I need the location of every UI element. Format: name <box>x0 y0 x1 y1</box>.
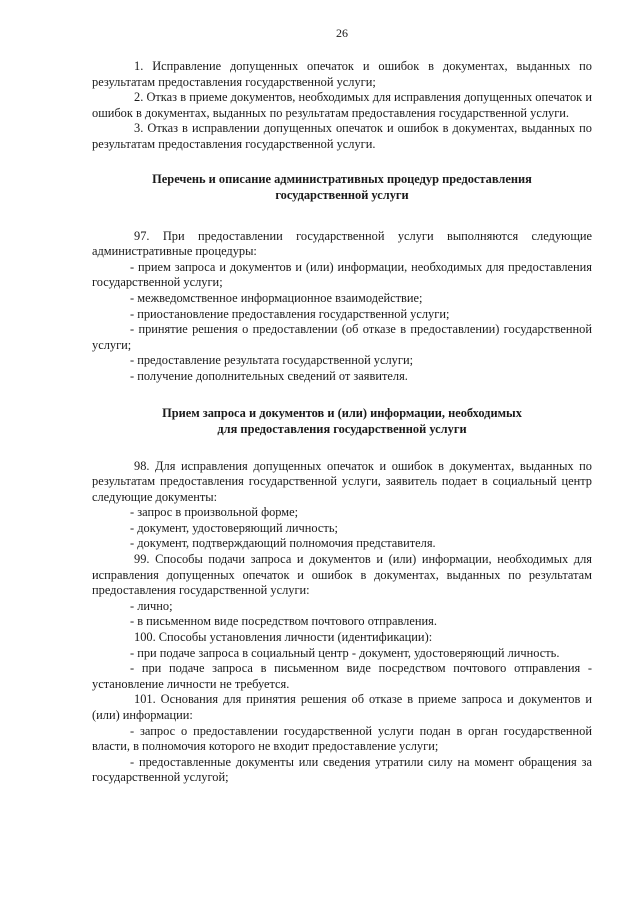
list-item: - запрос о предоставлении государственной услуги подан в орган государственной власти, в полномочия которого не входит предоставление услуги; <box>92 723 592 754</box>
paragraph-99: 99. Способы подачи запроса и документов и (или) информации, необходимых для исправления допущенных опечаток и ошибок в документах, выданных по результатам предоставления государственной услуги: <box>92 552 592 598</box>
list-item: - предоставление результата государственной услуги; <box>130 353 414 368</box>
list-item: - приостановление предоставления государственной услуги; <box>130 306 450 321</box>
list-item: 2. Отказ в приеме документов, необходимых для исправления допущенных опечаток и ошибок в документах, выданных по результатам предоставления государственной услуги. <box>92 90 592 120</box>
list-item: - межведомственное информационное взаимодействие; <box>130 290 423 305</box>
paragraph-100: 100. Способы установления личности (идентификации): <box>134 630 433 645</box>
list-item: - документ, удостоверяющий личность; <box>130 520 338 535</box>
list-item: 3. Отказ в исправлении допущенных опечаток и ошибок в документах, выданных по результатам предоставления государственной услуги. <box>92 121 592 151</box>
heading-line: для предоставления государственной услуги <box>217 421 467 436</box>
paragraph-101: 101. Основания для принятия решения об отказе в приеме запроса и документов и (или) информации: <box>92 692 592 722</box>
section-heading <box>92 405 592 437</box>
section-heading <box>92 171 592 203</box>
list-item: - в письменном виде посредством почтового отправления. <box>130 614 437 629</box>
heading-line: Прием запроса и документов и (или) информации, необходимых <box>162 405 522 420</box>
list-item: - запрос в произвольной форме; <box>130 505 299 520</box>
list-item: - предоставленные документы или сведения утратили силу на момент обращения за государственной услугой; <box>92 754 592 785</box>
list-item: - прием запроса и документов и (или) информации, необходимых для предоставления государственной услуги; <box>92 259 592 290</box>
list-item: 1. Исправление допущенных опечаток и ошибок в документах, выданных по результатам предоставления государственной услуги; <box>92 59 592 89</box>
heading-line: государственной услуги <box>275 187 409 202</box>
page-number: 26 <box>336 26 348 40</box>
list-item: - получение дополнительных сведений от заявителя. <box>130 368 408 383</box>
heading-line: Перечень и описание административных процедур предоставления <box>152 171 532 186</box>
list-item: - принятие решения о предоставлении (об отказе в предоставлении) государственной услуги; <box>92 322 592 352</box>
list-item: - при подаче запроса в социальный центр - документ, удостоверяющий личность. <box>130 645 560 660</box>
list-item: - документ, подтверждающий полномочия представителя. <box>130 536 436 551</box>
list-item: - лично; <box>130 598 173 613</box>
paragraph-97: 97. При предоставлении государственной услуги выполняются следующие административные процедуры: <box>92 228 592 259</box>
list-item: - при подаче запроса в письменном виде посредством почтового отправления - установление личности не требуется. <box>92 661 592 691</box>
paragraph-98: 98. Для исправления допущенных опечаток и ошибок в документах, выданных по результатам предоставления государственной услуги, заявитель подает в социальный центр следующие документы: <box>92 458 592 504</box>
